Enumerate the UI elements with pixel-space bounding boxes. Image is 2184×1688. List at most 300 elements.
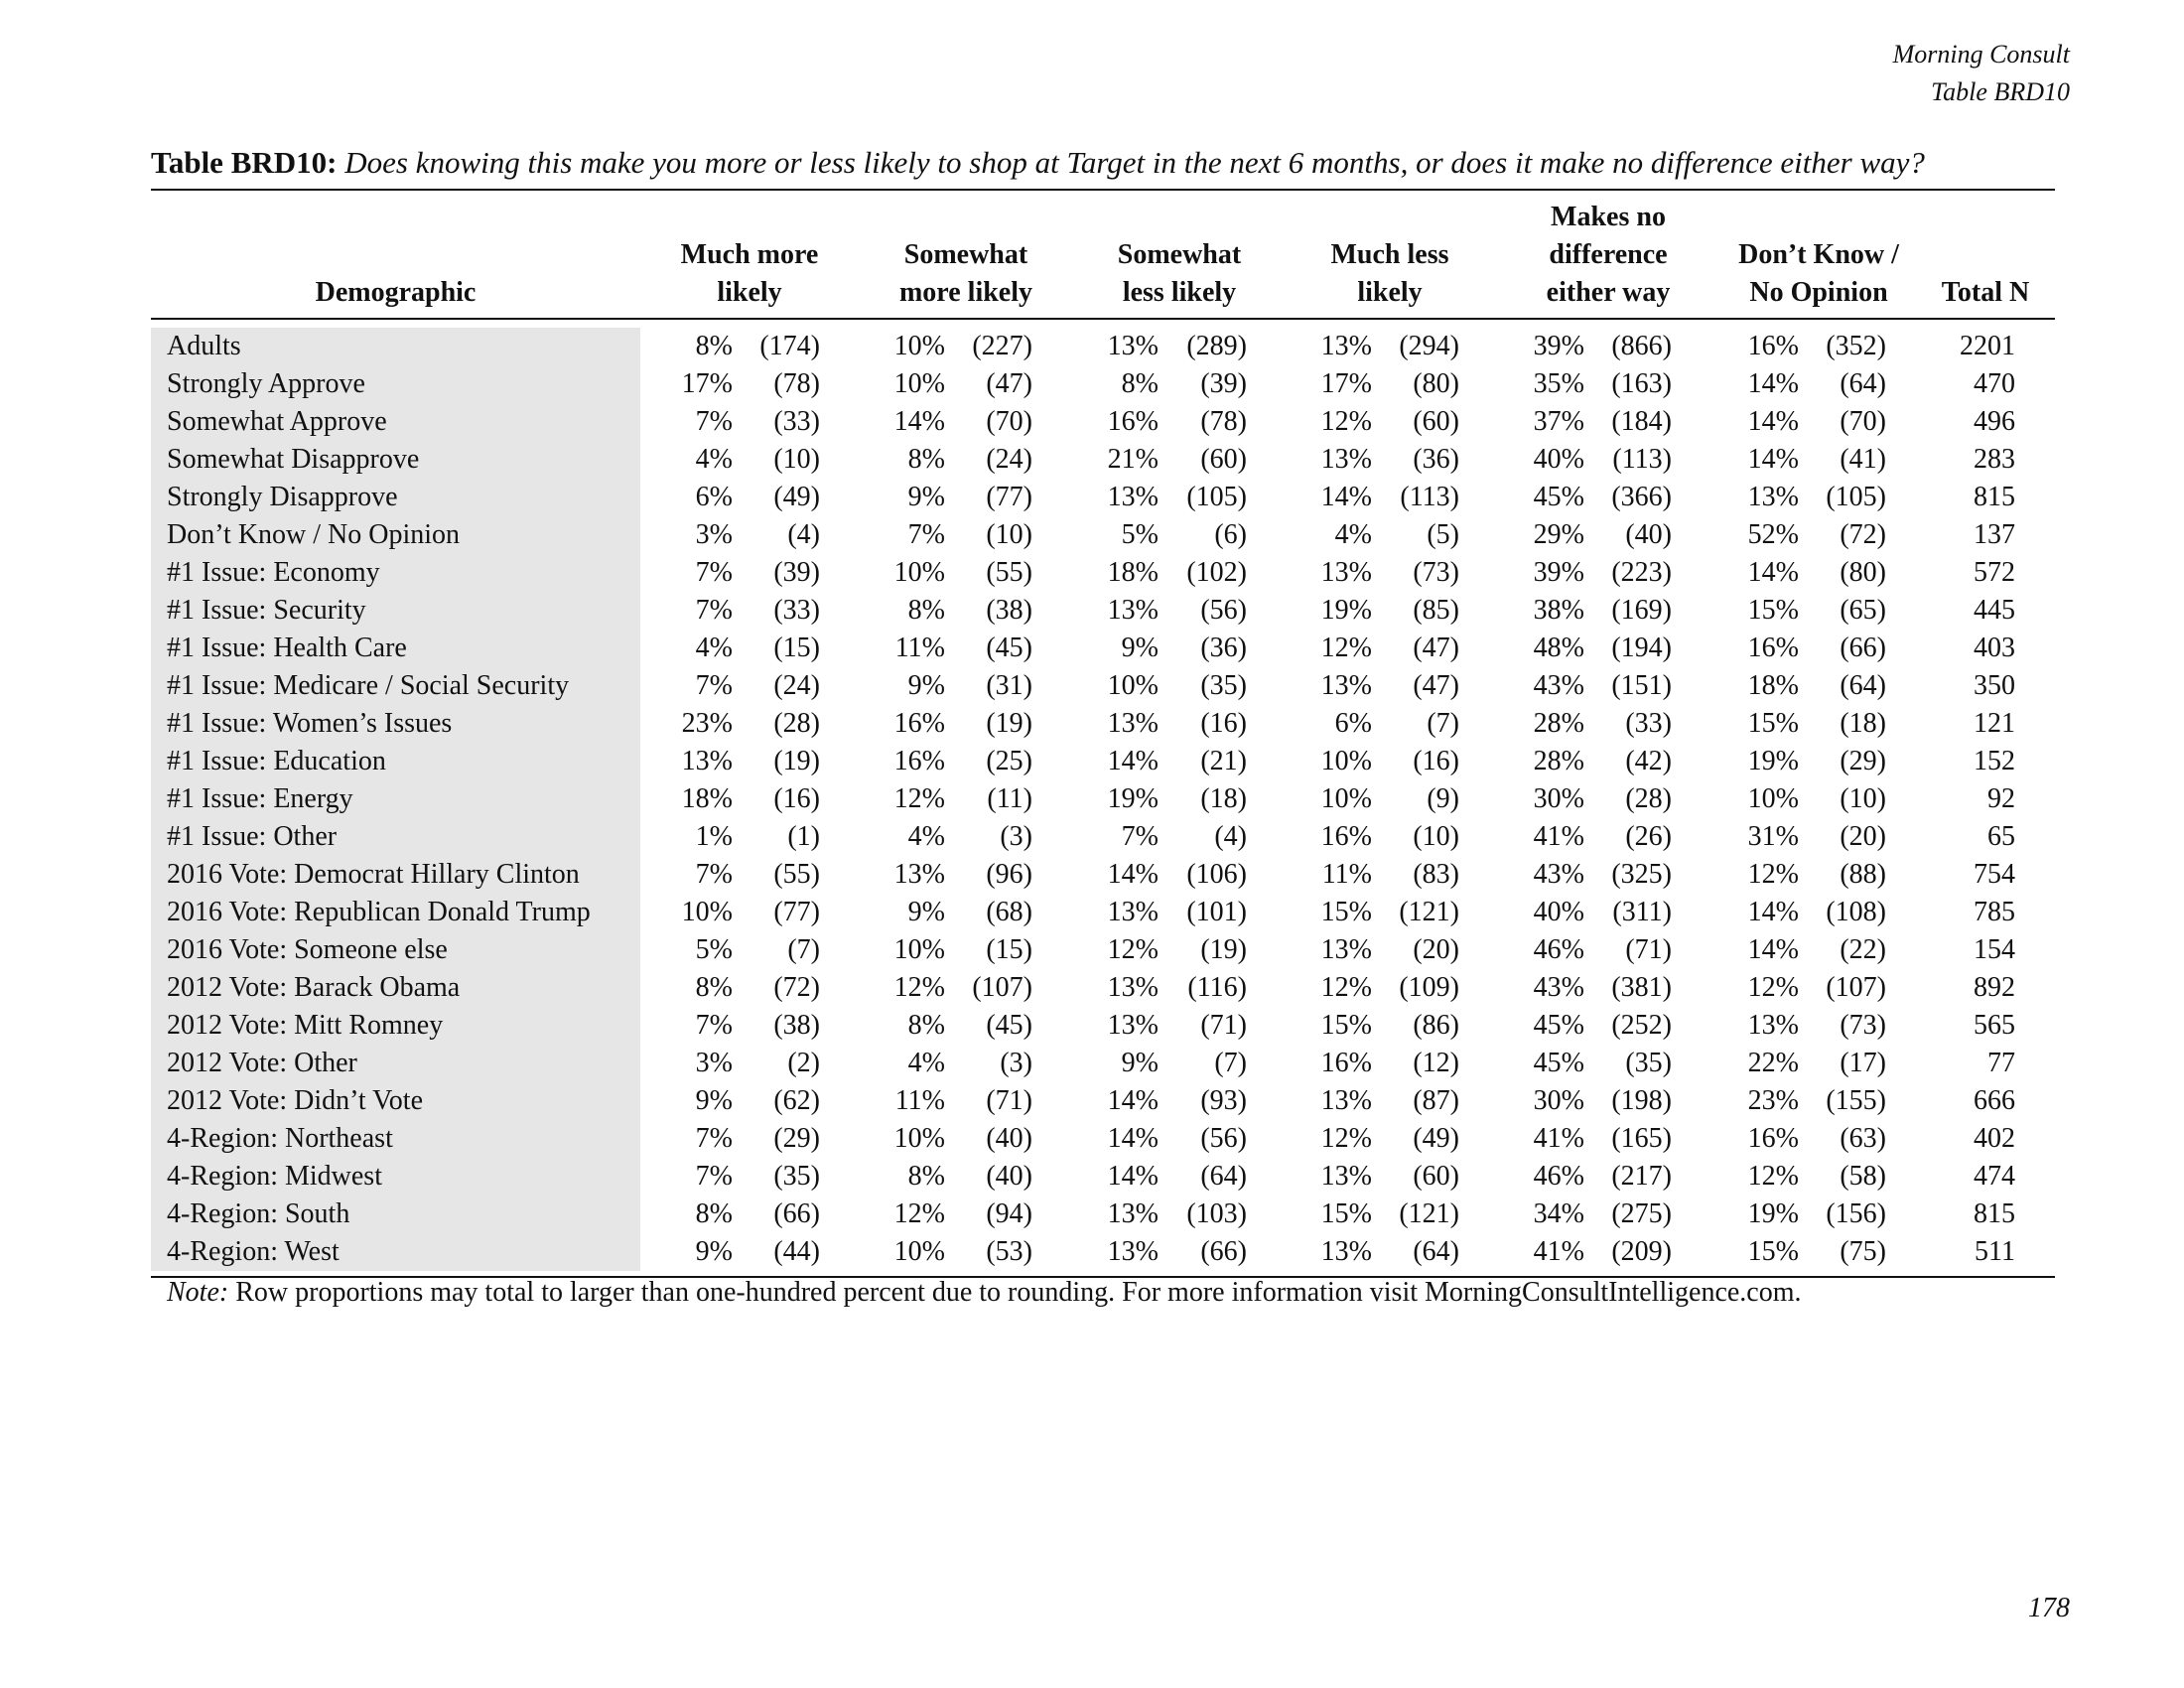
count-cell: (60): [1413, 406, 1459, 437]
count-cell: (58): [1840, 1161, 1886, 1192]
table-row: [0, 328, 2184, 365]
count-cell: (16): [1413, 746, 1459, 776]
total-cell: 565: [1974, 1010, 2015, 1041]
count-cell: (19): [986, 708, 1032, 739]
percent-cell: 15%: [1747, 1236, 1799, 1267]
count-cell: (47): [1413, 633, 1459, 663]
table-note: [167, 1274, 1802, 1312]
table-title: [151, 145, 1925, 181]
table-title-label: Table BRD10:: [151, 145, 338, 180]
total-cell: 892: [1974, 972, 2015, 1003]
percent-cell: 7%: [695, 1010, 733, 1041]
total-cell: 65: [1987, 821, 2015, 852]
table-row: [0, 743, 2184, 780]
percent-cell: 15%: [1320, 1010, 1372, 1041]
percent-cell: 14%: [893, 406, 945, 437]
count-cell: (40): [986, 1123, 1032, 1154]
table-body: [0, 328, 2184, 1271]
count-cell: (64): [1840, 368, 1886, 399]
percent-cell: 16%: [893, 708, 945, 739]
count-cell: (78): [1200, 406, 1247, 437]
percent-cell: 12%: [893, 972, 945, 1003]
total-cell: 785: [1974, 897, 2015, 927]
total-cell: 470: [1974, 368, 2015, 399]
percent-cell: 13%: [1107, 1198, 1159, 1229]
percent-cell: 14%: [1747, 557, 1799, 588]
percent-cell: 5%: [1121, 519, 1159, 550]
count-cell: (40): [1625, 519, 1672, 550]
count-cell: (72): [773, 972, 820, 1003]
count-cell: (15): [773, 633, 820, 663]
table-row: [0, 1233, 2184, 1271]
percent-cell: 15%: [1320, 1198, 1372, 1229]
count-cell: (73): [1840, 1010, 1886, 1041]
row-label: 4-Region: Midwest: [167, 1161, 382, 1192]
percent-cell: 10%: [893, 1123, 945, 1154]
count-cell: (87): [1413, 1085, 1459, 1116]
col-header-much-less-likely: Much less likely: [1330, 239, 1449, 308]
count-cell: (15): [986, 934, 1032, 965]
percent-cell: 15%: [1747, 595, 1799, 626]
percent-cell: 13%: [1107, 331, 1159, 361]
count-cell: (121): [1399, 897, 1459, 927]
count-cell: (56): [1200, 595, 1247, 626]
percent-cell: 28%: [1533, 746, 1584, 776]
count-cell: (105): [1186, 482, 1247, 512]
total-cell: 754: [1974, 859, 2015, 890]
count-cell: (24): [773, 670, 820, 701]
count-cell: (113): [1612, 444, 1672, 475]
count-cell: (3): [1000, 1048, 1032, 1078]
percent-cell: 13%: [1320, 1236, 1372, 1267]
row-label: 2012 Vote: Didn’t Vote: [167, 1085, 424, 1116]
table-id: Table BRD10: [1931, 77, 2070, 106]
table-row: [0, 705, 2184, 743]
percent-cell: 12%: [1320, 406, 1372, 437]
percent-cell: 52%: [1747, 519, 1799, 550]
count-cell: (10): [986, 519, 1032, 550]
count-cell: (106): [1186, 859, 1247, 890]
count-cell: (66): [1840, 633, 1886, 663]
percent-cell: 14%: [1107, 1161, 1159, 1192]
count-cell: (47): [1413, 670, 1459, 701]
count-cell: (107): [1826, 972, 1886, 1003]
row-label: 4-Region: Northeast: [167, 1123, 393, 1154]
count-cell: (108): [1826, 897, 1886, 927]
count-cell: (151): [1611, 670, 1672, 701]
percent-cell: 43%: [1533, 670, 1584, 701]
percent-cell: 13%: [1747, 1010, 1799, 1041]
count-cell: (35): [773, 1161, 820, 1192]
count-cell: (62): [773, 1085, 820, 1116]
count-cell: (155): [1826, 1085, 1886, 1116]
percent-cell: 46%: [1533, 1161, 1584, 1192]
count-cell: (102): [1186, 557, 1247, 588]
percent-cell: 13%: [1320, 557, 1372, 588]
count-cell: (83): [1413, 859, 1459, 890]
count-cell: (18): [1840, 708, 1886, 739]
count-cell: (24): [986, 444, 1032, 475]
percent-cell: 8%: [695, 1198, 733, 1229]
table-title-question: Does knowing this make you more or less likely to shop at Target in the next 6 months, or does it make no difference either way?: [344, 145, 1925, 180]
percent-cell: 12%: [1320, 1123, 1372, 1154]
count-cell: (29): [773, 1123, 820, 1154]
percent-cell: 12%: [1320, 972, 1372, 1003]
total-cell: 283: [1974, 444, 2015, 475]
table-row: [0, 1045, 2184, 1082]
count-cell: (77): [773, 897, 820, 927]
percent-cell: 10%: [893, 331, 945, 361]
percent-cell: 10%: [1320, 746, 1372, 776]
count-cell: (4): [787, 519, 820, 550]
count-cell: (5): [1427, 519, 1459, 550]
count-cell: (9): [1427, 783, 1459, 814]
total-cell: 511: [1975, 1236, 2015, 1267]
percent-cell: 7%: [695, 1161, 733, 1192]
count-cell: (7): [787, 934, 820, 965]
row-label: 2012 Vote: Barack Obama: [167, 972, 461, 1003]
percent-cell: 7%: [695, 859, 733, 890]
col-header-makes-no-difference: Makes no difference either way: [1546, 202, 1671, 308]
percent-cell: 4%: [695, 444, 733, 475]
count-cell: (80): [1413, 368, 1459, 399]
count-cell: (45): [986, 633, 1032, 663]
count-cell: (311): [1612, 897, 1672, 927]
percent-cell: 14%: [1747, 368, 1799, 399]
percent-cell: 45%: [1533, 1010, 1584, 1041]
count-cell: (41): [1840, 444, 1886, 475]
row-label: #1 Issue: Energy: [167, 783, 353, 814]
table-row: [0, 931, 2184, 969]
count-cell: (85): [1413, 595, 1459, 626]
count-cell: (101): [1186, 897, 1247, 927]
table-row: [0, 667, 2184, 705]
count-cell: (55): [773, 859, 820, 890]
total-cell: 666: [1974, 1085, 2015, 1116]
percent-cell: 3%: [695, 519, 733, 550]
percent-cell: 6%: [695, 482, 733, 512]
row-label: 2012 Vote: Mitt Romney: [167, 1010, 444, 1041]
table-row: [0, 479, 2184, 516]
percent-cell: 30%: [1533, 1085, 1584, 1116]
col-header-much-more-likely: Much more likely: [680, 239, 819, 308]
count-cell: (31): [986, 670, 1032, 701]
count-cell: (49): [1413, 1123, 1459, 1154]
count-cell: (70): [1840, 406, 1886, 437]
percent-cell: 9%: [695, 1236, 733, 1267]
percent-cell: 9%: [907, 482, 945, 512]
total-cell: 474: [1974, 1161, 2015, 1192]
percent-cell: 12%: [1747, 859, 1799, 890]
percent-cell: 10%: [893, 934, 945, 965]
count-cell: (80): [1840, 557, 1886, 588]
percent-cell: 7%: [695, 595, 733, 626]
row-label: 2016 Vote: Someone else: [167, 934, 448, 965]
percent-cell: 9%: [907, 897, 945, 927]
percent-cell: 10%: [1747, 783, 1799, 814]
col-header-total-n: Total N: [1941, 277, 2030, 308]
count-cell: (36): [1413, 444, 1459, 475]
count-cell: (42): [1625, 746, 1672, 776]
row-label: 4-Region: South: [167, 1198, 350, 1229]
row-label: 2016 Vote: Republican Donald Trump: [167, 897, 591, 927]
percent-cell: 13%: [1320, 934, 1372, 965]
percent-cell: 13%: [1107, 972, 1159, 1003]
count-cell: (71): [1625, 934, 1672, 965]
percent-cell: 19%: [1320, 595, 1372, 626]
percent-cell: 23%: [1747, 1085, 1799, 1116]
count-cell: (71): [1200, 1010, 1247, 1041]
table-row: [0, 1007, 2184, 1045]
count-cell: (289): [1186, 331, 1247, 361]
count-cell: (86): [1413, 1010, 1459, 1041]
percent-cell: 11%: [894, 633, 945, 663]
percent-cell: 19%: [1747, 746, 1799, 776]
total-cell: 92: [1987, 783, 2015, 814]
percent-cell: 14%: [1747, 897, 1799, 927]
percent-cell: 16%: [1320, 1048, 1372, 1078]
count-cell: (94): [986, 1198, 1032, 1229]
count-cell: (21): [1200, 746, 1247, 776]
row-label: Strongly Disapprove: [167, 482, 398, 512]
percent-cell: 12%: [893, 783, 945, 814]
table-row: [0, 592, 2184, 630]
row-label: Somewhat Approve: [167, 406, 387, 437]
percent-cell: 7%: [1121, 821, 1159, 852]
percent-cell: 30%: [1533, 783, 1584, 814]
table-row: [0, 894, 2184, 931]
count-cell: (227): [972, 331, 1032, 361]
total-cell: 154: [1974, 934, 2015, 965]
count-cell: (29): [1840, 746, 1886, 776]
table-row: [0, 818, 2184, 856]
count-cell: (163): [1611, 368, 1672, 399]
row-label: #1 Issue: Education: [167, 746, 386, 776]
table-row: [0, 516, 2184, 554]
total-cell: 152: [1974, 746, 2015, 776]
percent-cell: 19%: [1747, 1198, 1799, 1229]
percent-cell: 14%: [1107, 1123, 1159, 1154]
percent-cell: 13%: [893, 859, 945, 890]
count-cell: (381): [1611, 972, 1672, 1003]
count-cell: (156): [1826, 1198, 1886, 1229]
count-cell: (294): [1399, 331, 1459, 361]
count-cell: (2): [787, 1048, 820, 1078]
count-cell: (28): [773, 708, 820, 739]
percent-cell: 16%: [893, 746, 945, 776]
percent-cell: 8%: [907, 444, 945, 475]
count-cell: (198): [1611, 1085, 1672, 1116]
percent-cell: 13%: [1107, 1236, 1159, 1267]
total-cell: 2201: [1960, 331, 2015, 361]
percent-cell: 10%: [1320, 783, 1372, 814]
percent-cell: 39%: [1533, 557, 1584, 588]
count-cell: (121): [1399, 1198, 1459, 1229]
total-cell: 815: [1974, 1198, 2015, 1229]
note-label: Note:: [167, 1277, 229, 1308]
percent-cell: 14%: [1107, 859, 1159, 890]
count-cell: (19): [1200, 934, 1247, 965]
percent-cell: 43%: [1533, 859, 1584, 890]
count-cell: (116): [1187, 972, 1247, 1003]
count-cell: (39): [1200, 368, 1247, 399]
table-row: [0, 1158, 2184, 1196]
count-cell: (22): [1840, 934, 1886, 965]
count-cell: (184): [1611, 406, 1672, 437]
percent-cell: 3%: [695, 1048, 733, 1078]
row-label: #1 Issue: Security: [167, 595, 366, 626]
percent-cell: 14%: [1747, 444, 1799, 475]
row-label: #1 Issue: Economy: [167, 557, 380, 588]
percent-cell: 29%: [1533, 519, 1584, 550]
count-cell: (217): [1611, 1161, 1672, 1192]
total-cell: 445: [1974, 595, 2015, 626]
percent-cell: 13%: [1747, 482, 1799, 512]
total-cell: 403: [1974, 633, 2015, 663]
percent-cell: 9%: [907, 670, 945, 701]
count-cell: (19): [773, 746, 820, 776]
percent-cell: 11%: [894, 1085, 945, 1116]
percent-cell: 40%: [1533, 897, 1584, 927]
count-cell: (16): [773, 783, 820, 814]
percent-cell: 16%: [1747, 633, 1799, 663]
count-cell: (47): [986, 368, 1032, 399]
percent-cell: 5%: [695, 934, 733, 965]
count-cell: (16): [1200, 708, 1247, 739]
percent-cell: 10%: [893, 557, 945, 588]
count-cell: (275): [1611, 1198, 1672, 1229]
percent-cell: 31%: [1747, 821, 1799, 852]
percent-cell: 7%: [695, 557, 733, 588]
count-cell: (109): [1399, 972, 1459, 1003]
percent-cell: 16%: [1107, 406, 1159, 437]
total-cell: 572: [1974, 557, 2015, 588]
count-cell: (174): [759, 331, 820, 361]
count-cell: (64): [1840, 670, 1886, 701]
count-cell: (7): [1214, 1048, 1247, 1078]
count-cell: (68): [986, 897, 1032, 927]
count-cell: (73): [1413, 557, 1459, 588]
percent-cell: 13%: [1320, 1161, 1372, 1192]
percent-cell: 22%: [1747, 1048, 1799, 1078]
top-rule: [151, 189, 2055, 191]
col-header-dont-know: Don’t Know / No Opinion: [1738, 239, 1899, 308]
percent-cell: 11%: [1321, 859, 1372, 890]
count-cell: (7): [1427, 708, 1459, 739]
total-cell: 137: [1974, 519, 2015, 550]
total-cell: 815: [1974, 482, 2015, 512]
count-cell: (53): [986, 1236, 1032, 1267]
row-label: Adults: [167, 331, 241, 361]
count-cell: (105): [1826, 482, 1886, 512]
count-cell: (25): [986, 746, 1032, 776]
count-cell: (866): [1611, 331, 1672, 361]
count-cell: (107): [972, 972, 1032, 1003]
percent-cell: 16%: [1747, 331, 1799, 361]
count-cell: (35): [1200, 670, 1247, 701]
percent-cell: 23%: [681, 708, 733, 739]
percent-cell: 28%: [1533, 708, 1584, 739]
count-cell: (10): [1413, 821, 1459, 852]
count-cell: (38): [986, 595, 1032, 626]
percent-cell: 8%: [907, 595, 945, 626]
percent-cell: 16%: [1747, 1123, 1799, 1154]
count-cell: (18): [1200, 783, 1247, 814]
percent-cell: 41%: [1533, 1236, 1584, 1267]
count-cell: (103): [1186, 1198, 1247, 1229]
brand-name: Morning Consult: [1892, 40, 2070, 69]
table-row: [0, 856, 2184, 894]
count-cell: (223): [1611, 557, 1672, 588]
count-cell: (72): [1840, 519, 1886, 550]
count-cell: (65): [1840, 595, 1886, 626]
count-cell: (56): [1200, 1123, 1247, 1154]
count-cell: (60): [1413, 1161, 1459, 1192]
percent-cell: 19%: [1107, 783, 1159, 814]
percent-cell: 16%: [1320, 821, 1372, 852]
percent-cell: 7%: [695, 670, 733, 701]
count-cell: (71): [986, 1085, 1032, 1116]
percent-cell: 17%: [1320, 368, 1372, 399]
percent-cell: 43%: [1533, 972, 1584, 1003]
row-label: 2012 Vote: Other: [167, 1048, 357, 1078]
percent-cell: 45%: [1533, 1048, 1584, 1078]
percent-cell: 8%: [907, 1161, 945, 1192]
count-cell: (1): [787, 821, 820, 852]
count-cell: (39): [773, 557, 820, 588]
count-cell: (11): [987, 783, 1032, 814]
count-cell: (33): [773, 595, 820, 626]
table-row: [0, 969, 2184, 1007]
count-cell: (63): [1840, 1123, 1886, 1154]
percent-cell: 13%: [1320, 444, 1372, 475]
total-cell: 496: [1974, 406, 2015, 437]
row-label: Strongly Approve: [167, 368, 365, 399]
percent-cell: 48%: [1533, 633, 1584, 663]
percent-cell: 12%: [1747, 1161, 1799, 1192]
count-cell: (78): [773, 368, 820, 399]
count-cell: (28): [1625, 783, 1672, 814]
count-cell: (66): [773, 1198, 820, 1229]
percent-cell: 13%: [1107, 897, 1159, 927]
count-cell: (96): [986, 859, 1032, 890]
table-row: [0, 554, 2184, 592]
percent-cell: 9%: [695, 1085, 733, 1116]
percent-cell: 8%: [907, 1010, 945, 1041]
count-cell: (38): [773, 1010, 820, 1041]
percent-cell: 18%: [1107, 557, 1159, 588]
row-label: Somewhat Disapprove: [167, 444, 420, 475]
header-rule: [151, 318, 2055, 320]
count-cell: (17): [1840, 1048, 1886, 1078]
count-cell: (35): [1625, 1048, 1672, 1078]
row-label: #1 Issue: Health Care: [167, 633, 407, 663]
table-row: [0, 780, 2184, 818]
percent-cell: 14%: [1107, 746, 1159, 776]
percent-cell: 10%: [893, 1236, 945, 1267]
count-cell: (20): [1840, 821, 1886, 852]
count-cell: (45): [986, 1010, 1032, 1041]
percent-cell: 9%: [1121, 1048, 1159, 1078]
total-cell: 121: [1974, 708, 2015, 739]
percent-cell: 39%: [1533, 331, 1584, 361]
count-cell: (4): [1214, 821, 1247, 852]
count-cell: (93): [1200, 1085, 1247, 1116]
percent-cell: 10%: [681, 897, 733, 927]
percent-cell: 10%: [1107, 670, 1159, 701]
percent-cell: 13%: [1320, 1085, 1372, 1116]
percent-cell: 13%: [1107, 708, 1159, 739]
